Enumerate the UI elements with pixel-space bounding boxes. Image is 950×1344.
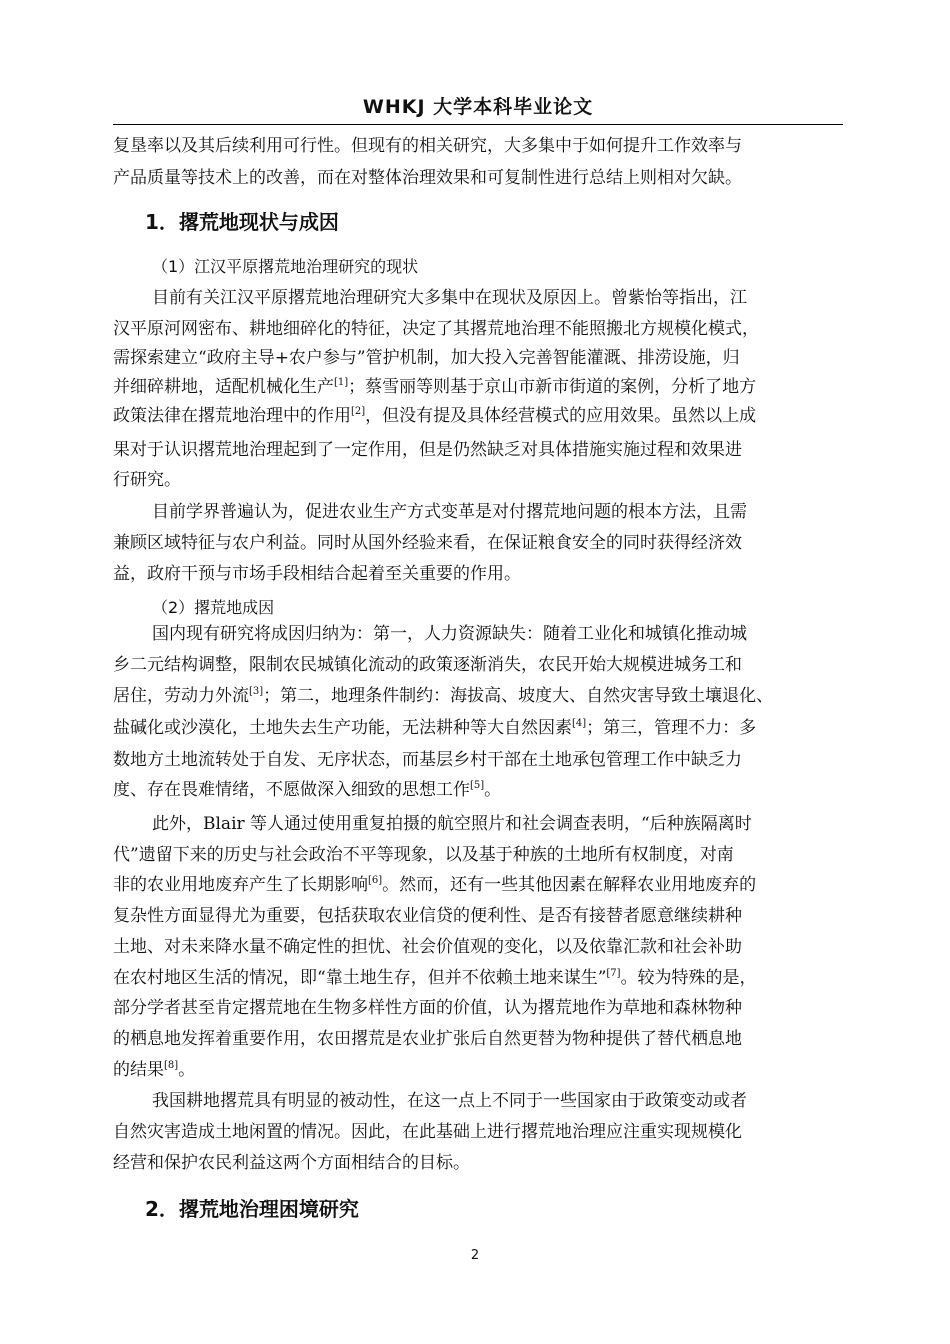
citation-ref[interactable]: [2] [351, 406, 366, 417]
subsection-heading-1-2: （2）撂荒地成因 [152, 598, 275, 617]
text-run: 的结果 [113, 1060, 164, 1080]
citation-ref[interactable]: [3] [249, 686, 264, 697]
text-line: 国内现有研究将成因归纳为：第一，人力资源缺失：随着工业化和城镇化推动城 [152, 624, 747, 644]
text-line: 果对于认识撂荒地治理起到了一定作用，但是仍然缺乏对具体措施实施过程和效果进 [113, 440, 742, 460]
text-line: 汉平原河网密布、耕地细碎化的特征，决定了其撂荒地治理不能照搬北方规模化模式， [113, 319, 759, 339]
text-run: 。然而，还有一些其他因素在解释农业用地废弃的 [382, 875, 757, 895]
text-run: ；蔡雪丽等则基于京山市新市街道的案例，分析了地方 [348, 377, 757, 397]
citation-ref[interactable]: [8] [164, 1060, 179, 1071]
section-heading-1: 1．撂荒地现状与成因 [145, 210, 339, 234]
text-run: 居住，劳动力外流 [113, 686, 249, 706]
text-line: 兼顾区域特征与农户利益。同时从国外经验来看，在保证粮食安全的同时获得经济效 [113, 533, 742, 553]
text-line [113, 1058, 195, 1082]
text-run: ；第二，地理条件制约：海拔高、坡度大、自然灾害导致土壤退化、 [263, 686, 774, 706]
text-run: 非的农业用地废弃产生了长期影响 [113, 875, 368, 895]
text-line: 此外，Blair 等人通过使用重复拍摄的航空照片和社会调查表明，“后种族隔离时 [152, 814, 752, 834]
text-line: 目前有关江汉平原撂荒地治理研究大多集中在现状及原因上。曾紫怡等指出，江 [152, 288, 747, 308]
text-run: 政策法律在撂荒地治理中的作用 [113, 406, 351, 426]
text-line [113, 966, 757, 990]
text-run: 。 [178, 1060, 196, 1080]
header-rule [113, 124, 843, 125]
citation-ref[interactable]: [6] [368, 875, 383, 886]
citation-ref[interactable]: [5] [470, 780, 485, 791]
text-line [113, 375, 756, 399]
page-header-title: WHKJ 大学本科毕业论文 [362, 96, 594, 118]
text-line: 产品质量等技术上的改善，而在对整体治理效果和可复制性进行总结上则相对欠缺。 [113, 168, 742, 188]
text-line: 益，政府干预与市场手段相结合起着至关重要的作用。 [113, 564, 521, 584]
text-line: 复垦率以及其后续利用可行性。但现有的相关研究，大多集中于如何提升工作效率与 [113, 136, 742, 156]
text-line: 复杂性方面显得尤为重要，包括获取农业信贷的便利性、是否有接替者愿意继续耕种 [113, 906, 742, 926]
text-run: 并细碎耕地，适配机械化生产 [113, 377, 334, 397]
text-line: 代”遗留下来的历史与社会政治不平等现象，以及基于种族的土地所有权制度，对南 [113, 845, 734, 865]
text-line [113, 404, 756, 428]
text-run: 。 [484, 780, 502, 800]
text-line: 土地、对未来降水量不确定性的担忧、社会价值观的变化，以及依靠汇款和社会补助 [113, 937, 742, 957]
text-line: 需探索建立“政府主导+农户参与”管护机制，加大投入完善智能灌溉、排涝设施，归 [113, 348, 740, 368]
text-line: 我国耕地撂荒具有明显的被动性，在这一点上不同于一些国家由于政策变动或者 [152, 1091, 747, 1111]
text-line: 的栖息地发挥着重要作用，农田撂荒是农业扩张后自然更替为物种提供了替代栖息地 [113, 1029, 742, 1049]
text-line: 自然灾害造成土地闲置的情况。因此，在此基础上进行撂荒地治理应注重实现规模化 [113, 1122, 742, 1142]
text-run: 。较为特殊的是， [620, 968, 757, 988]
subsection-heading-1-1: （1）江汉平原撂荒地治理研究的现状 [152, 257, 419, 276]
text-run: 盐碱化或沙漠化，土地失去生产功能，无法耕种等大自然因素 [113, 718, 572, 738]
text-line: 经营和保护农民利益这两个方面相结合的目标。 [113, 1153, 470, 1173]
text-line: 目前学界普遍认为，促进农业生产方式变革是对付撂荒地问题的根本方法，且需 [152, 502, 747, 522]
text-run: 度、存在畏难情绪，不愿做深入细致的思想工作 [113, 780, 470, 800]
citation-ref[interactable]: [7] [606, 968, 621, 979]
section-heading-2: 2．撂荒地治理困境研究 [145, 1197, 359, 1221]
text-line [113, 873, 756, 897]
text-line [113, 778, 501, 802]
text-line: 乡二元结构调整，限制农民城镇化流动的政策逐渐消失，农民开始大规模进城务工和 [113, 655, 742, 675]
citation-ref[interactable]: [1] [334, 377, 349, 388]
text-run: ；第三，管理不力：多 [586, 718, 757, 738]
text-line: 数地方土地流转处于自发、无序状态，而基层乡村干部在土地承包管理工作中缺乏力 [113, 750, 742, 770]
text-line: 部分学者甚至肯定撂荒地在生物多样性方面的价值，认为撂荒地作为草地和森林物种 [113, 998, 742, 1018]
page-number: 2 [470, 1248, 480, 1263]
text-line [113, 716, 756, 740]
text-line [113, 684, 773, 708]
citation-ref[interactable]: [4] [572, 718, 587, 729]
text-run: 在农村地区生活的情况，即“靠土地生存，但并不依赖土地来谋生” [113, 968, 607, 988]
text-line: 行研究。 [113, 470, 181, 490]
text-run: ，但没有提及具体经营模式的应用效果。虽然以上成 [365, 406, 757, 426]
